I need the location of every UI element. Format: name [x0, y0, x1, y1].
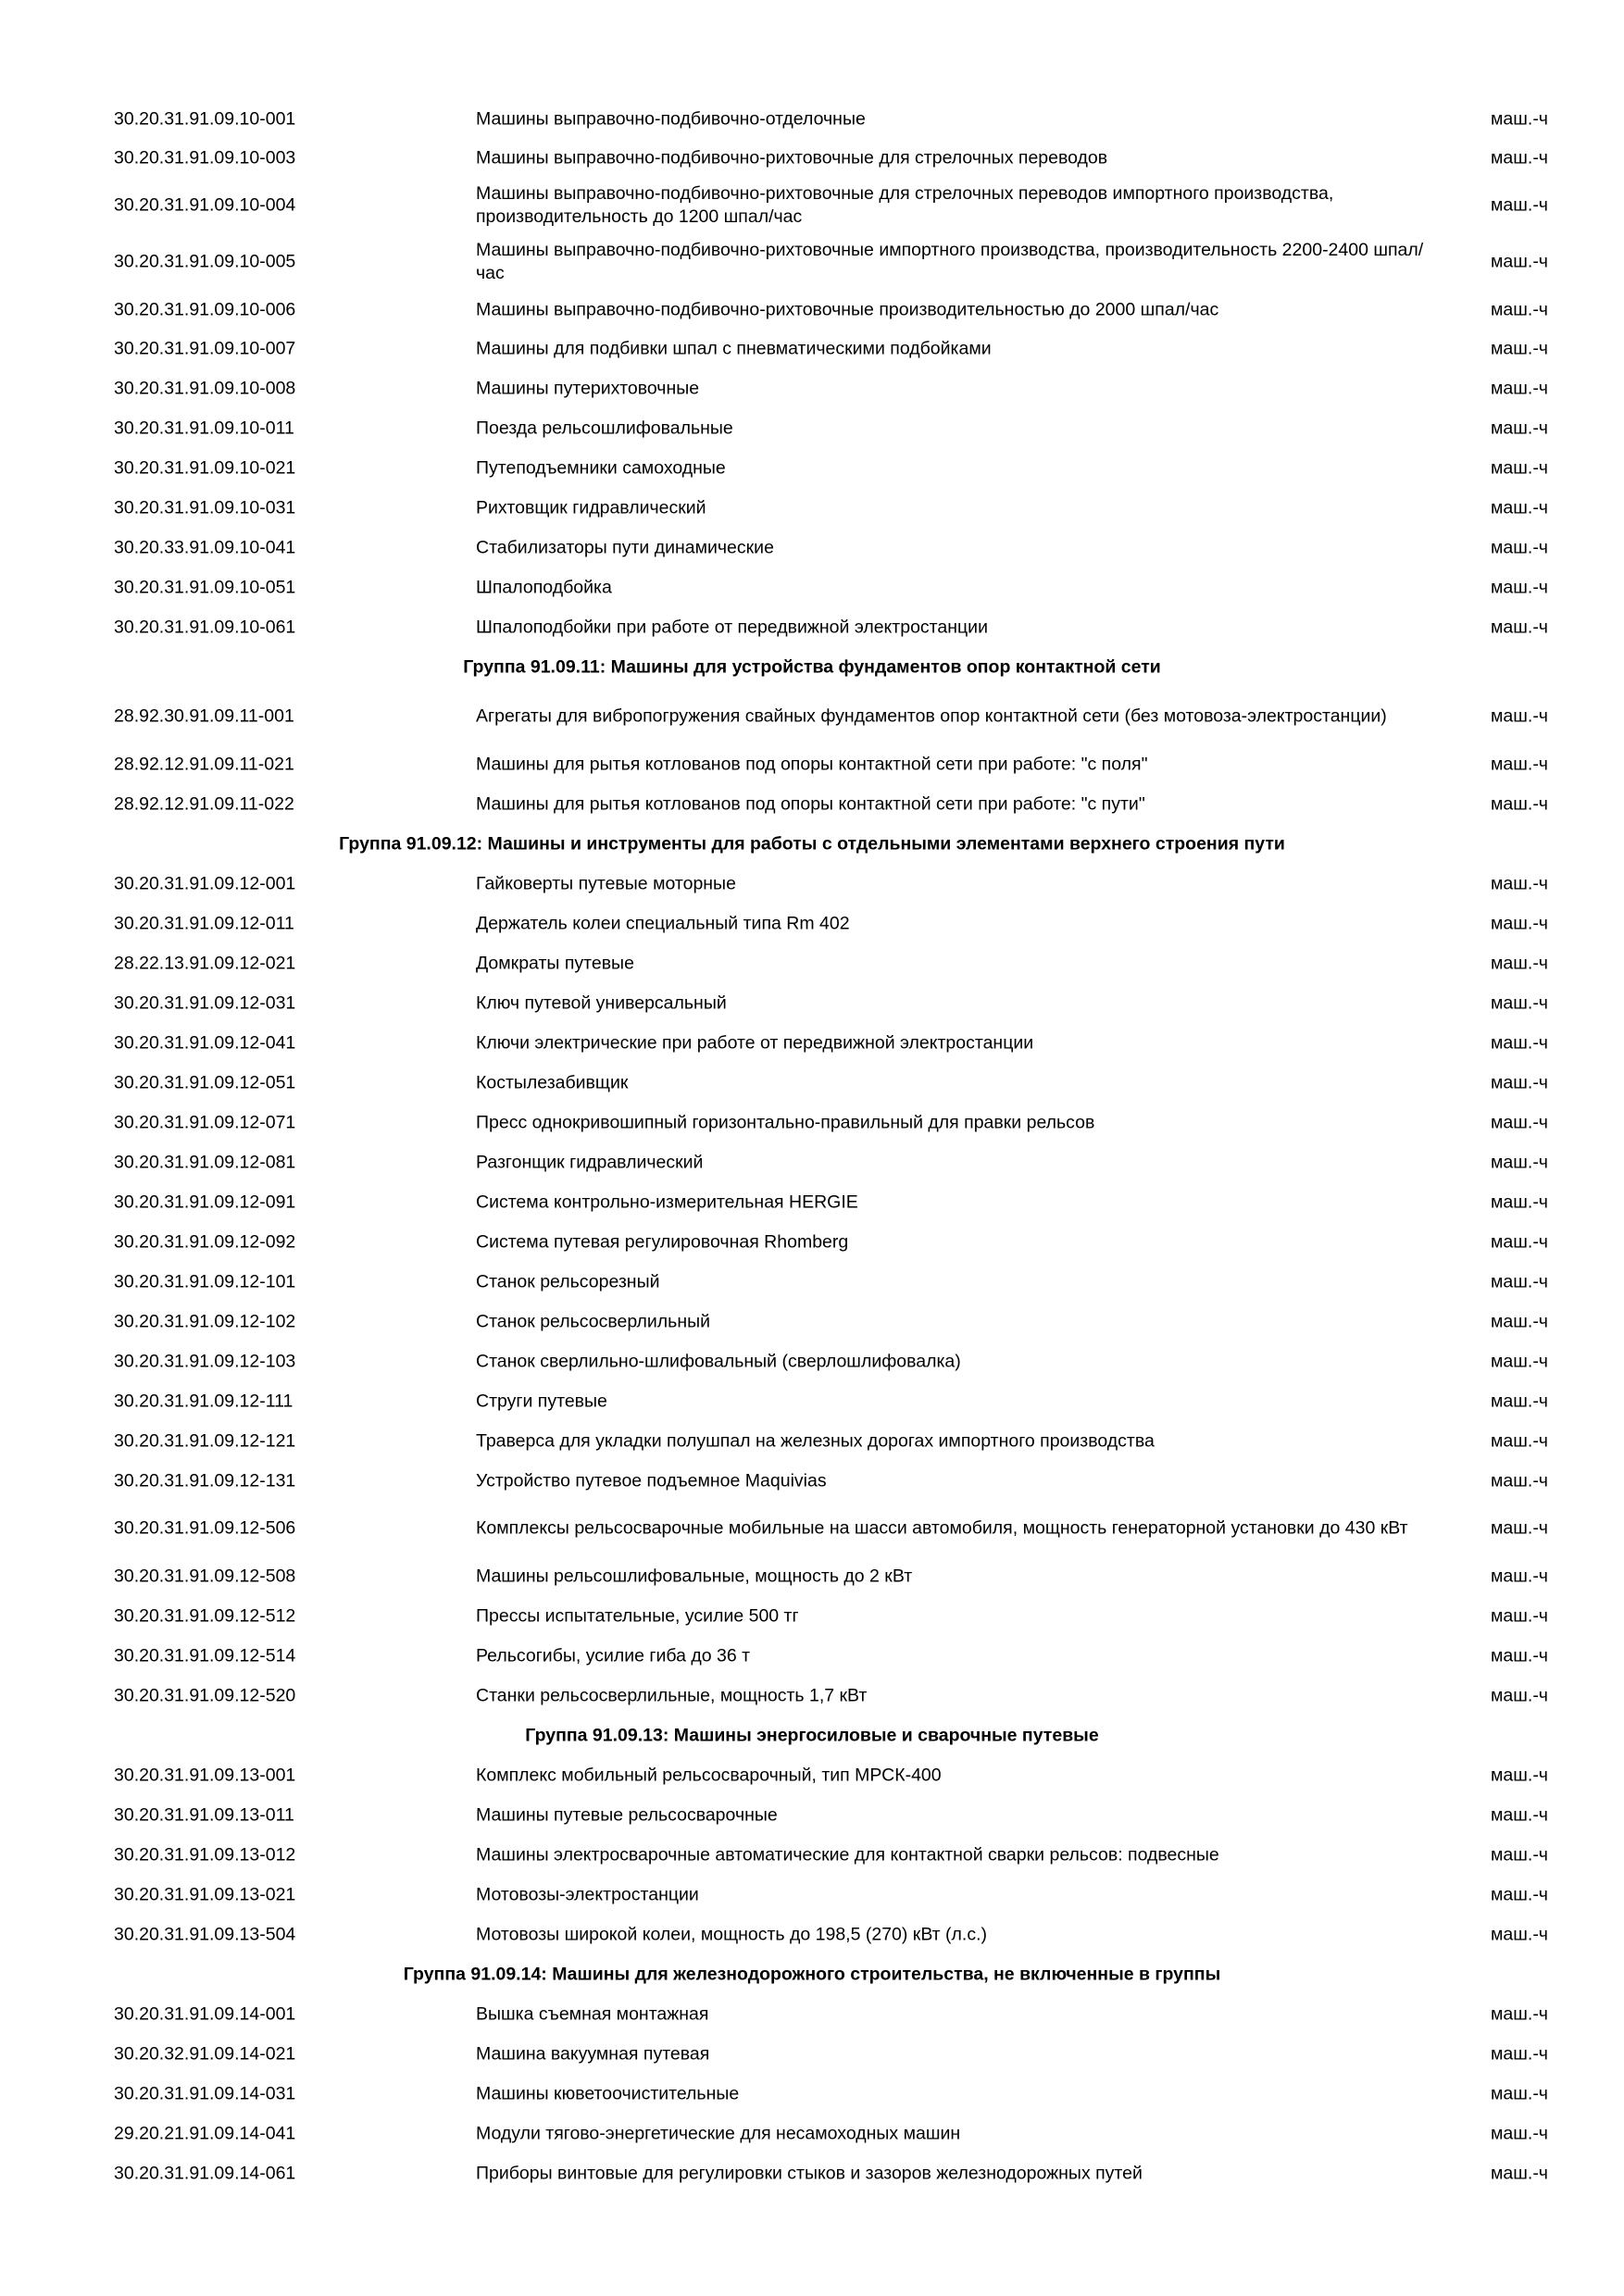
resource-name: Путеподъемники самоходные	[476, 457, 726, 479]
resource-code: 30.20.31.91.09.12-512	[114, 1605, 296, 1627]
table-row	[0, 1504, 1624, 1554]
resource-code: 30.20.31.91.09.12-101	[114, 1271, 296, 1292]
unit-of-measure: маш.-ч	[1491, 1192, 1548, 1213]
resource-code: 30.20.31.91.09.10-011	[114, 418, 294, 439]
resource-code: 30.20.31.91.09.12-081	[114, 1152, 296, 1173]
resource-name: Машины выправочно-подбивочно-отделочные	[476, 108, 866, 130]
resource-code: 30.20.31.91.09.12-031	[114, 992, 296, 1014]
unit-of-measure: маш.-ч	[1491, 992, 1548, 1014]
resource-code: 30.20.31.91.09.10-008	[114, 378, 296, 399]
unit-of-measure: маш.-ч	[1491, 1924, 1548, 1945]
table-row	[0, 455, 1624, 481]
resource-name: Костылезабивщик	[476, 1072, 629, 1093]
resource-name: Система контрольно-измерительная HERGIE	[476, 1192, 858, 1213]
resource-name: Машины путевые рельсосварочные	[476, 1804, 778, 1826]
resource-name: Машины рельсошлифовальные, мощность до 2 кВт	[476, 1566, 913, 1587]
table-row	[0, 792, 1624, 817]
resource-name: Шпалоподбойка	[476, 577, 612, 598]
resource-name: Машины путерихтовочные	[476, 378, 700, 399]
table-row	[0, 951, 1624, 977]
resource-code: 30.20.31.91.09.13-011	[114, 1804, 294, 1826]
resource-name: Система путевая регулировочная Rhomberg	[476, 1231, 849, 1253]
resource-code: 30.20.31.91.09.10-021	[114, 457, 296, 479]
resource-code: 30.20.31.91.09.14-001	[114, 2003, 296, 2025]
table-row	[0, 376, 1624, 402]
resource-code: 30.20.31.91.09.13-504	[114, 1924, 296, 1945]
table-row	[0, 2121, 1624, 2147]
resource-code: 30.20.31.91.09.10-051	[114, 577, 296, 598]
table-row	[0, 106, 1624, 132]
resource-code: 28.92.12.91.09.11-021	[114, 754, 294, 775]
resource-name: Станок сверлильно-шлифовальный (сверлошлифовалка)	[476, 1351, 961, 1372]
unit-of-measure: маш.-ч	[1491, 1072, 1548, 1093]
unit-of-measure: маш.-ч	[1491, 1391, 1548, 1412]
resource-code: 30.20.31.91.09.10-006	[114, 299, 296, 320]
resource-name: Машины для рытья котлованов под опоры контактной сети при работе: "с поля"	[476, 754, 1148, 775]
resource-name: Стабилизаторы пути динамические	[476, 537, 774, 558]
table-row	[0, 1683, 1624, 1709]
table-row	[0, 145, 1624, 171]
unit-of-measure: маш.-ч	[1491, 1032, 1548, 1054]
resource-code: 29.20.21.91.09.14-041	[114, 2123, 296, 2144]
unit-of-measure: маш.-ч	[1491, 537, 1548, 558]
unit-of-measure: маш.-ч	[1491, 1844, 1548, 1866]
unit-of-measure: маш.-ч	[1491, 418, 1548, 439]
resource-name: Шпалоподбойки при работе от передвижной электростанции	[476, 617, 988, 638]
resource-name: Комплексы рельсосварочные мобильные на шасси автомобиля, мощность генераторной установки до 430 кВт	[476, 1517, 1408, 1539]
table-row	[0, 1922, 1624, 1948]
unit-of-measure: маш.-ч	[1491, 1517, 1548, 1539]
unit-of-measure: маш.-ч	[1491, 457, 1548, 479]
unit-of-measure: маш.-ч	[1491, 108, 1548, 130]
resource-code: 30.20.31.91.09.13-001	[114, 1765, 296, 1786]
unit-of-measure: маш.-ч	[1491, 913, 1548, 934]
group-title: Группа 91.09.11: Машины для устройства фундаментов опор контактной сети	[463, 656, 1161, 678]
table-row	[0, 991, 1624, 1017]
unit-of-measure: маш.-ч	[1491, 1112, 1548, 1133]
resource-name: Разгонщик гидравлический	[476, 1152, 704, 1173]
group-heading	[0, 831, 1624, 857]
resource-name: Поезда рельсошлифовальные	[476, 418, 733, 439]
table-row	[0, 692, 1624, 742]
table-row	[0, 1763, 1624, 1789]
unit-of-measure: маш.-ч	[1491, 1351, 1548, 1372]
resource-name: Рихтовщик гидравлический	[476, 497, 706, 518]
table-row	[0, 1803, 1624, 1828]
unit-of-measure: маш.-ч	[1491, 1804, 1548, 1826]
resource-name: Модули тягово-энергетические для несамоходных машин	[476, 2123, 961, 2144]
resource-name: Станок рельсосверлильный	[476, 1311, 710, 1332]
table-row	[0, 1389, 1624, 1415]
unit-of-measure: маш.-ч	[1491, 2003, 1548, 2025]
unit-of-measure: маш.-ч	[1491, 1430, 1548, 1452]
unit-of-measure: маш.-ч	[1491, 2043, 1548, 2065]
table-row	[0, 1030, 1624, 1056]
resource-name: Прессы испытательные, усилие 500 тг	[476, 1605, 799, 1627]
resource-code: 30.20.31.91.09.13-012	[114, 1844, 296, 1866]
table-row	[0, 297, 1624, 323]
table-row	[0, 2002, 1624, 2028]
resource-name: Рельсогибы, усилие гиба до 36 т	[476, 1645, 751, 1666]
table-row	[0, 1229, 1624, 1255]
resource-name: Машины выправочно-подбивочно-рихтовочные импортного производства, производительность 2200-2400 шпал/час	[476, 240, 1424, 283]
table-row	[0, 1564, 1624, 1590]
resource-name: Мотовозы-электростанции	[476, 1884, 699, 1905]
resource-code: 28.22.13.91.09.12-021	[114, 953, 296, 974]
resource-name: Машины электросварочные автоматические для контактной сварки рельсов: подвесные	[476, 1844, 1219, 1866]
resource-name: Машины для подбивки шпал с пневматическими подбойками	[476, 338, 992, 359]
unit-of-measure: маш.-ч	[1491, 577, 1548, 598]
unit-of-measure: маш.-ч	[1491, 147, 1548, 168]
resource-code: 30.20.31.91.09.12-131	[114, 1470, 296, 1491]
resource-name: Машины кюветоочистительные	[476, 2083, 740, 2104]
unit-of-measure: маш.-ч	[1491, 251, 1548, 272]
resource-code: 30.20.31.91.09.12-092	[114, 1231, 296, 1253]
resource-code: 28.92.30.91.09.11-001	[114, 705, 294, 727]
table-row	[0, 1150, 1624, 1176]
resource-code: 30.20.31.91.09.12-508	[114, 1566, 296, 1587]
resource-code: 30.20.31.91.09.12-121	[114, 1430, 296, 1452]
resource-name: Станок рельсорезный	[476, 1271, 660, 1292]
resource-name: Мотовозы широкой колеи, мощность до 198,5 (270) кВт (л.с.)	[476, 1924, 987, 1945]
resource-name: Гайковерты путевые моторные	[476, 873, 736, 894]
unit-of-measure: маш.-ч	[1491, 1765, 1548, 1786]
table-row	[0, 615, 1624, 641]
resource-name: Комплекс мобильный рельсосварочный, тип МРСК-400	[476, 1765, 942, 1786]
resource-code: 30.20.31.91.09.12-506	[114, 1517, 296, 1539]
resource-name: Ключи электрические при работе от передвижной электростанции	[476, 1032, 1034, 1054]
unit-of-measure: маш.-ч	[1491, 378, 1548, 399]
resource-code: 30.20.31.91.09.12-103	[114, 1351, 296, 1372]
unit-of-measure: маш.-ч	[1491, 1605, 1548, 1627]
unit-of-measure: маш.-ч	[1491, 793, 1548, 815]
resource-code: 30.20.31.91.09.12-041	[114, 1032, 296, 1054]
unit-of-measure: маш.-ч	[1491, 299, 1548, 320]
unit-of-measure: маш.-ч	[1491, 705, 1548, 727]
resource-code: 30.20.31.91.09.12-102	[114, 1311, 296, 1332]
resource-code: 30.20.31.91.09.10-003	[114, 147, 296, 168]
group-heading	[0, 1962, 1624, 1988]
resource-code: 30.20.31.91.09.13-021	[114, 1884, 296, 1905]
resource-code: 30.20.31.91.09.12-071	[114, 1112, 296, 1133]
table-row	[0, 911, 1624, 937]
resource-code: 30.20.31.91.09.14-061	[114, 2163, 296, 2184]
unit-of-measure: маш.-ч	[1491, 754, 1548, 775]
table-row	[0, 1190, 1624, 1216]
resource-name: Траверса для укладки полушпал на железных дорогах импортного производства	[476, 1430, 1155, 1452]
group-title: Группа 91.09.13: Машины энергосиловые и сварочные путевые	[525, 1725, 1099, 1746]
table-row	[0, 1882, 1624, 1908]
resource-code: 30.20.31.91.09.12-011	[114, 913, 294, 934]
resource-name: Машины выправочно-подбивочно-рихтовочные для стрелочных переводов импортного производства, производительность до 1200 шпал/час	[476, 183, 1334, 227]
table-row	[0, 1309, 1624, 1335]
resource-code: 28.92.12.91.09.11-022	[114, 793, 294, 815]
resource-code: 30.20.31.91.09.12-514	[114, 1645, 296, 1666]
group-title: Группа 91.09.12: Машины и инструменты для работы с отдельными элементами верхнего строения пути	[339, 833, 1285, 855]
table-row	[0, 2081, 1624, 2107]
resource-code: 30.20.31.91.09.12-111	[114, 1391, 294, 1412]
unit-of-measure: маш.-ч	[1491, 1271, 1548, 1292]
table-row	[0, 1643, 1624, 1669]
resource-code: 30.20.31.91.09.12-001	[114, 873, 296, 894]
unit-of-measure: маш.-ч	[1491, 1566, 1548, 1587]
resource-code: 30.20.31.91.09.12-091	[114, 1192, 296, 1213]
table-row	[0, 1603, 1624, 1629]
table-row	[0, 1468, 1624, 1494]
table-row	[0, 1269, 1624, 1295]
resource-name: Машины для рытья котлованов под опоры контактной сети при работе: "с пути"	[476, 793, 1145, 815]
table-row	[0, 416, 1624, 442]
resource-name: Машины выправочно-подбивочно-рихтовочные производительностью до 2000 шпал/час	[476, 299, 1219, 320]
resource-code: 30.20.31.91.09.10-005	[114, 251, 296, 272]
resource-code: 30.20.31.91.09.12-051	[114, 1072, 296, 1093]
table-row	[0, 336, 1624, 362]
unit-of-measure: маш.-ч	[1491, 1685, 1548, 1706]
unit-of-measure: маш.-ч	[1491, 1231, 1548, 1253]
resource-name: Ключ путевой универсальный	[476, 992, 727, 1014]
resource-name: Вышка съемная монтажная	[476, 2003, 709, 2025]
resource-name: Домкраты путевые	[476, 953, 634, 974]
resource-name: Струги путевые	[476, 1391, 607, 1412]
table-row	[0, 535, 1624, 561]
unit-of-measure: маш.-ч	[1491, 1311, 1548, 1332]
resource-name: Агрегаты для вибропогружения свайных фундаментов опор контактной сети (без мотовоза-электростанции)	[476, 705, 1387, 727]
resource-name: Машины выправочно-подбивочно-рихтовочные для стрелочных переводов	[476, 147, 1108, 168]
table-row	[0, 2041, 1624, 2067]
table-row	[0, 871, 1624, 897]
table-row	[0, 237, 1624, 287]
unit-of-measure: маш.-ч	[1491, 497, 1548, 518]
unit-of-measure: маш.-ч	[1491, 1645, 1548, 1666]
resource-name: Держатель колеи специальный типа Rm 402	[476, 913, 850, 934]
resource-code: 30.20.31.91.09.10-007	[114, 338, 296, 359]
table-row	[0, 495, 1624, 521]
resource-name: Станки рельсосверлильные, мощность 1,7 кВт	[476, 1685, 868, 1706]
table-row	[0, 752, 1624, 778]
resource-code: 30.20.31.91.09.10-031	[114, 497, 296, 518]
resource-name: Приборы винтовые для регулировки стыков и зазоров железнодорожных путей	[476, 2163, 1143, 2184]
group-title: Группа 91.09.14: Машины для железнодорожного строительства, не включенные в группы	[403, 1964, 1221, 1985]
unit-of-measure: маш.-ч	[1491, 2083, 1548, 2104]
resource-code: 30.20.33.91.09.10-041	[114, 537, 296, 558]
unit-of-measure: маш.-ч	[1491, 338, 1548, 359]
table-row	[0, 1429, 1624, 1454]
unit-of-measure: маш.-ч	[1491, 953, 1548, 974]
unit-of-measure: маш.-ч	[1491, 194, 1548, 216]
table-row	[0, 1110, 1624, 1136]
unit-of-measure: маш.-ч	[1491, 1470, 1548, 1491]
table-row	[0, 1070, 1624, 1096]
resource-code: 30.20.31.91.09.14-031	[114, 2083, 296, 2104]
resource-code: 30.20.31.91.09.10-001	[114, 108, 296, 130]
resource-name: Пресс однокривошипный горизонтально-правильный для правки рельсов	[476, 1112, 1095, 1133]
resource-code: 30.20.31.91.09.10-061	[114, 617, 296, 638]
table-row	[0, 575, 1624, 601]
table-row	[0, 1349, 1624, 1375]
table-row	[0, 181, 1624, 231]
unit-of-measure: маш.-ч	[1491, 2123, 1548, 2144]
table-row	[0, 2161, 1624, 2187]
group-heading	[0, 1723, 1624, 1749]
unit-of-measure: маш.-ч	[1491, 1884, 1548, 1905]
group-heading	[0, 655, 1624, 680]
resource-code: 30.20.31.91.09.12-520	[114, 1685, 296, 1706]
table-row	[0, 1842, 1624, 1868]
resource-name: Машина вакуумная путевая	[476, 2043, 710, 2065]
resource-name: Устройство путевое подъемное Maquivias	[476, 1470, 827, 1491]
resource-code: 30.20.32.91.09.14-021	[114, 2043, 296, 2065]
unit-of-measure: маш.-ч	[1491, 1152, 1548, 1173]
unit-of-measure: маш.-ч	[1491, 617, 1548, 638]
resource-code: 30.20.31.91.09.10-004	[114, 194, 296, 216]
unit-of-measure: маш.-ч	[1491, 873, 1548, 894]
unit-of-measure: маш.-ч	[1491, 2163, 1548, 2184]
